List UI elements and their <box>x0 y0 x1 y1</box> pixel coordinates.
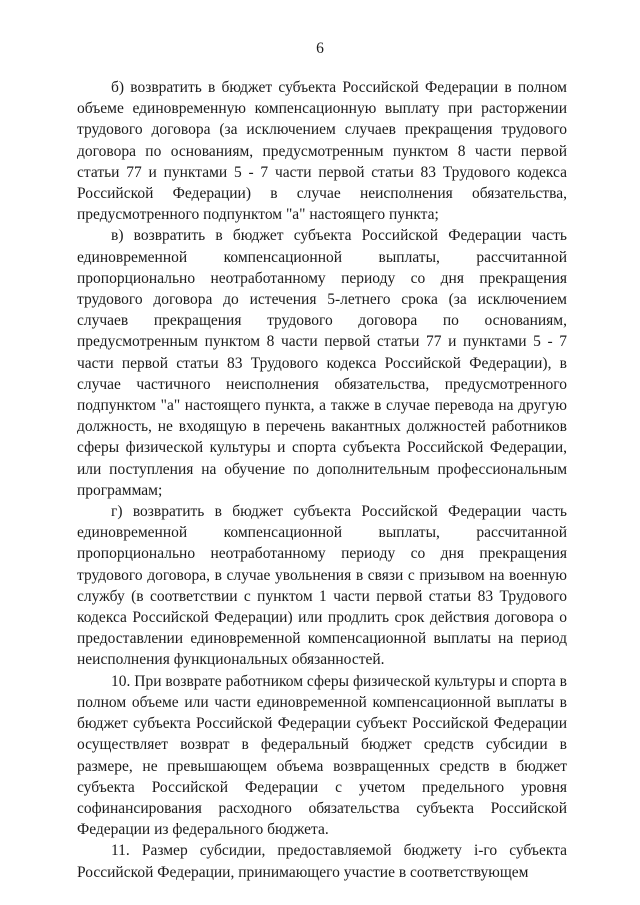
paragraph-clause-10: 10. При возврате работником сферы физической культуры и спорта в полном объеме или части единовременной компенсационной выплаты в бюджет субъекта Российской Федерации субъект Российской Федерации осуществляет возврат в федеральный бюджет средств субсидии в размере, не превышающем объема возвращенных средств в бюджет субъекта Российской Федерации с учетом предельного уровня софинансирования расходного обязательства субъекта Российской Федерации из федерального бюджета. <box>77 672 567 839</box>
paragraph-v-subclause: в) возвратить в бюджет субъекта Российской Федерации часть единовременной компенсационной выплаты, рассчитанной пропорционально неотработанному периоду со дня прекращения трудового договора до истечения 5-летнего срока (за исключением случаев прекращения трудового договора по основаниям, предусмотренным пунктом 8 части первой статьи 77 и пунктами 5 - 7 части первой статьи 83 Трудового кодекса Российской Федерации), в случае частичного неисполнения обязательства, предусмотренного подпунктом "а" настоящего пункта, а также в случае перевода на другую должность, не входящую в перечень вакантных должностей работников сферы физической культуры и спорта субъекта Российской Федерации, или поступления на обучение по дополнительным профессиональным программам; <box>77 227 567 499</box>
paragraph-clause-11: 11. Размер субсидии, предоставляемой бюджету i-го субъекта Российской Федерации, принимающего участие в соответствующем <box>77 842 567 881</box>
document-body <box>77 77 567 883</box>
page-number: 6 <box>316 40 324 57</box>
paragraph-g-subclause: г) возвратить в бюджет субъекта Российской Федерации часть единовременной компенсационной выплаты, рассчитанной пропорционально неотработанному периоду со дня прекращения трудового договора, в случае увольнения в связи с призывом на военную службу (в соответствии с пунктом 1 части первой статьи 83 Трудового кодекса Российской Федерации) или продлить срок действия договора о предоставлении единовременной компенсационной выплаты на период неисполнения функциональных обязанностей. <box>77 503 567 669</box>
paragraph-b-subclause: б) возвратить в бюджет субъекта Российской Федерации в полном объеме единовременную компенсационную выплату при расторжении трудового договора (за исключением случаев прекращения трудового договора по основаниям, предусмотренным пунктом 8 части первой статьи 77 и пунктами 5 - 7 части первой статьи 83 Трудового кодекса Российской Федерации) в случае неисполнения обязательства, предусмотренного подпунктом "а" настоящего пункта; <box>77 79 567 224</box>
